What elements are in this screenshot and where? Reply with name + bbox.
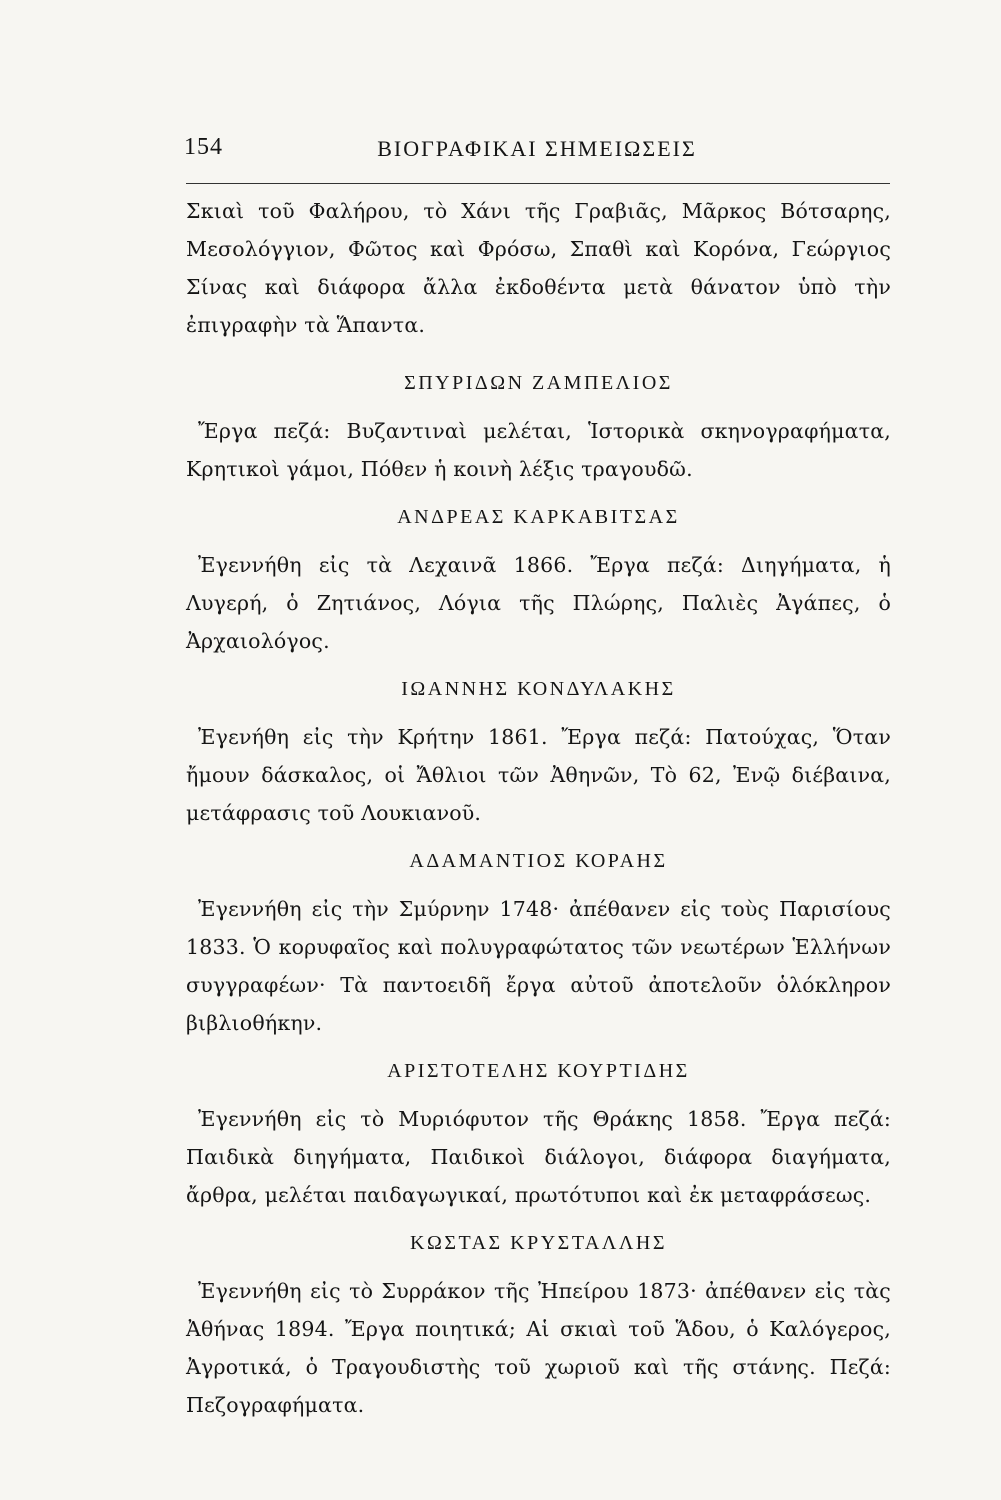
- running-title: ΒΙΟΓΡΑΦΙΚΑΙ ΣΗΜΕΙΩΣΕΙΣ: [377, 136, 697, 161]
- entry-text-kondylakis: Ἐγενήθη εἰς τὴν Κρήτην 1861. Ἔργα πεζά: Πατούχας, Ὅταν ἤμουν δάσκαλος, οἱ Ἄθλιοι τῶν Ἀθηνῶν, Τὸ 62, Ἐνῷ διέβαινα, μετάφρασις τοῦ Λουκιανοῦ.: [186, 725, 891, 825]
- header-rule: [186, 183, 890, 184]
- entry-name-korais: ΑΔΑΜΑΝΤΙΟΣ ΚΟΡΑΗΣ: [409, 850, 668, 872]
- page-body: [186, 192, 891, 1424]
- entry-name-kourtidis: ΑΡΙΣΤΟΤΕΛΗΣ ΚΟΥΡΤΙΔΗΣ: [387, 1060, 690, 1082]
- intro-paragraph: Σκιαὶ τοῦ Φαλήρου, τὸ Χάνι τῆς Γραβιᾶς, Μᾶρκος Βότσαρης, Μεσολόγγιον, Φῶτος καὶ Φρόσω, Σπαθὶ καὶ Κορόνα, Γεώργιος Σίνας καὶ διάφορα ἄλλα ἐκδοθέντα μετὰ θάνατον ὑπὸ τὴν ἐπιγραφὴν τὰ Ἅπαντα.: [186, 199, 891, 337]
- entry-text-kourtidis: Ἐγεννήθη εἰς τὸ Μυριόφυτον τῆς Θράκης 1858. Ἔργα πεζά: Παιδικὰ διηγήματα, Παιδικοὶ διάλογοι, διάφορα διαγήματα, ἄρθρα, μελέται παιδαγωγικαί, πρωτότυποι καὶ ἐκ μεταφράσεως.: [186, 1107, 891, 1207]
- page-header: [184, 130, 890, 170]
- entry-name-kondylakis: ΙΩΑΝΝΗΣ ΚΟΝΔΥΛΑΚΗΣ: [401, 678, 676, 700]
- entry-text-zampelios: Ἔργα πεζά: Βυζαντιναὶ μελέται, Ἱστορικὰ σκηνογραφήματα, Κρητικοὶ γάμοι, Πόθεν ἡ κοινὴ λέξις τραγουδῶ.: [186, 419, 891, 481]
- entry-text-krystallis: Ἐγεννήθη εἰς τὸ Συρράκον τῆς Ἠπείρου 1873· ἀπέθανεν εἰς τὰς Ἀθήνας 1894. Ἔργα ποιητικά; Αἱ σκιαὶ τοῦ Ἅδου, ὁ Καλόγερος, Ἀγροτικά, ὁ Τραγουδιστὴς τοῦ χωριοῦ καὶ τῆς στάνης. Πεζά: Πεζογραφήματα.: [186, 1279, 891, 1417]
- page-number: 154: [184, 134, 223, 160]
- entry-name-karkavitsas: ΑΝΔΡΕΑΣ ΚΑΡΚΑΒΙΤΣΑΣ: [397, 506, 680, 528]
- entry-name-krystallis: ΚΩΣΤΑΣ ΚΡΥΣΤΑΛΛΗΣ: [410, 1232, 667, 1254]
- entry-text-korais: Ἐγεννήθη εἰς τὴν Σμύρνην 1748· ἀπέθανεν εἰς τοὺς Παρισίους 1833. Ὁ κορυφαῖος καὶ πολυγραφώτατος τῶν νεωτέρων Ἑλλήνων συγγραφέων· Τὰ παντοειδῆ ἔργα αὐτοῦ ἀποτελοῦν ὁλόκληρον βιβλιοθήκην.: [186, 897, 891, 1035]
- entry-text-karkavitsas: Ἐγεννήθη εἰς τὰ Λεχαινᾶ 1866. Ἔργα πεζά: Διηγήματα, ἡ Λυγερή, ὁ Ζητιάνος, Λόγια τῆς Πλώρης, Παλιὲς Ἀγάπες, ὁ Ἀρχαιολόγος.: [186, 553, 891, 653]
- entry-name-zampelios: ΣΠΥΡΙΔΩΝ ΖΑΜΠΕΛΙΟΣ: [404, 372, 673, 394]
